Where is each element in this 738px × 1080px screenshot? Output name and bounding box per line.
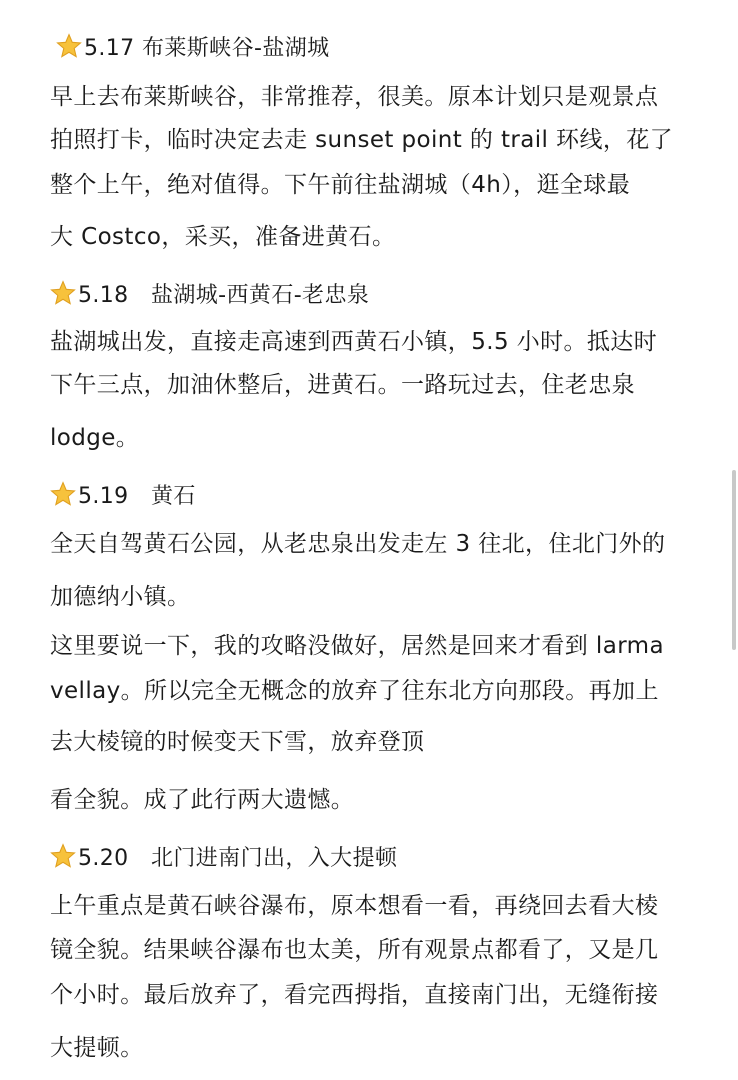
paragraph-line: 拍照打卡，临时决定去走 sunset point 的 trail 环线，花了 (50, 127, 674, 153)
paragraph-line: 大 Costco，采买，准备进黄石。 (50, 224, 396, 250)
section-heading (50, 843, 397, 874)
paragraph-line: 个小时。最后放弃了，看完西拇指，直接南门出，无缝衔接 (50, 982, 659, 1008)
section-heading (50, 481, 196, 512)
star-icon (56, 33, 82, 59)
section-heading-text: 5.19 黄石 (78, 484, 196, 509)
paragraph-line: 加德纳小镇。 (50, 584, 191, 610)
paragraph-line: 盐湖城出发，直接走高速到西黄石小镇，5.5 小时。抵达时 (50, 329, 658, 355)
section-heading-text: 5.17 布莱斯峡谷-盐湖城 (84, 36, 330, 61)
paragraph-line: 大提顿。 (50, 1035, 144, 1061)
paragraph-line: 整个上午，绝对值得。下午前往盐湖城（4h），逛全球最 (50, 172, 631, 198)
section-heading (50, 280, 369, 311)
section-heading (56, 33, 330, 64)
paragraph-line: 这里要说一下，我的攻略没做好，居然是回来才看到 larma (50, 633, 664, 659)
star-icon (50, 843, 76, 869)
paragraph-line: lodge。 (50, 425, 140, 451)
star-icon (50, 280, 76, 306)
paragraph-line: 全天自驾黄石公园，从老忠泉出发走左 3 往北，住北门外的 (50, 531, 666, 557)
paragraph-line: 镜全貌。结果峡谷瀑布也太美，所有观景点都看了，又是几 (50, 937, 659, 963)
paragraph-line: 去大棱镜的时候变天下雪，放弃登顶 (50, 729, 425, 755)
section-heading-text: 5.18 盐湖城-西黄石-老忠泉 (78, 283, 370, 308)
paragraph-line: 上午重点是黄石峡谷瀑布，原本想看一看，再绕回去看大棱 (50, 893, 659, 919)
paragraph-line: 早上去布莱斯峡谷，非常推荐，很美。原本计划只是观景点 (50, 84, 659, 110)
paragraph-line: 看全貌。成了此行两大遗憾。 (50, 787, 355, 813)
paragraph-line: vellay。所以完全无概念的放弃了往东北方向那段。再加上 (50, 678, 659, 704)
paragraph-line: 下午三点，加油休整后，进黄石。一路玩过去，住老忠泉 (50, 372, 635, 398)
section-heading-text: 5.20 北门进南门出，入大提顿 (78, 846, 398, 871)
star-icon (50, 481, 76, 507)
scrollbar[interactable] (732, 470, 736, 650)
